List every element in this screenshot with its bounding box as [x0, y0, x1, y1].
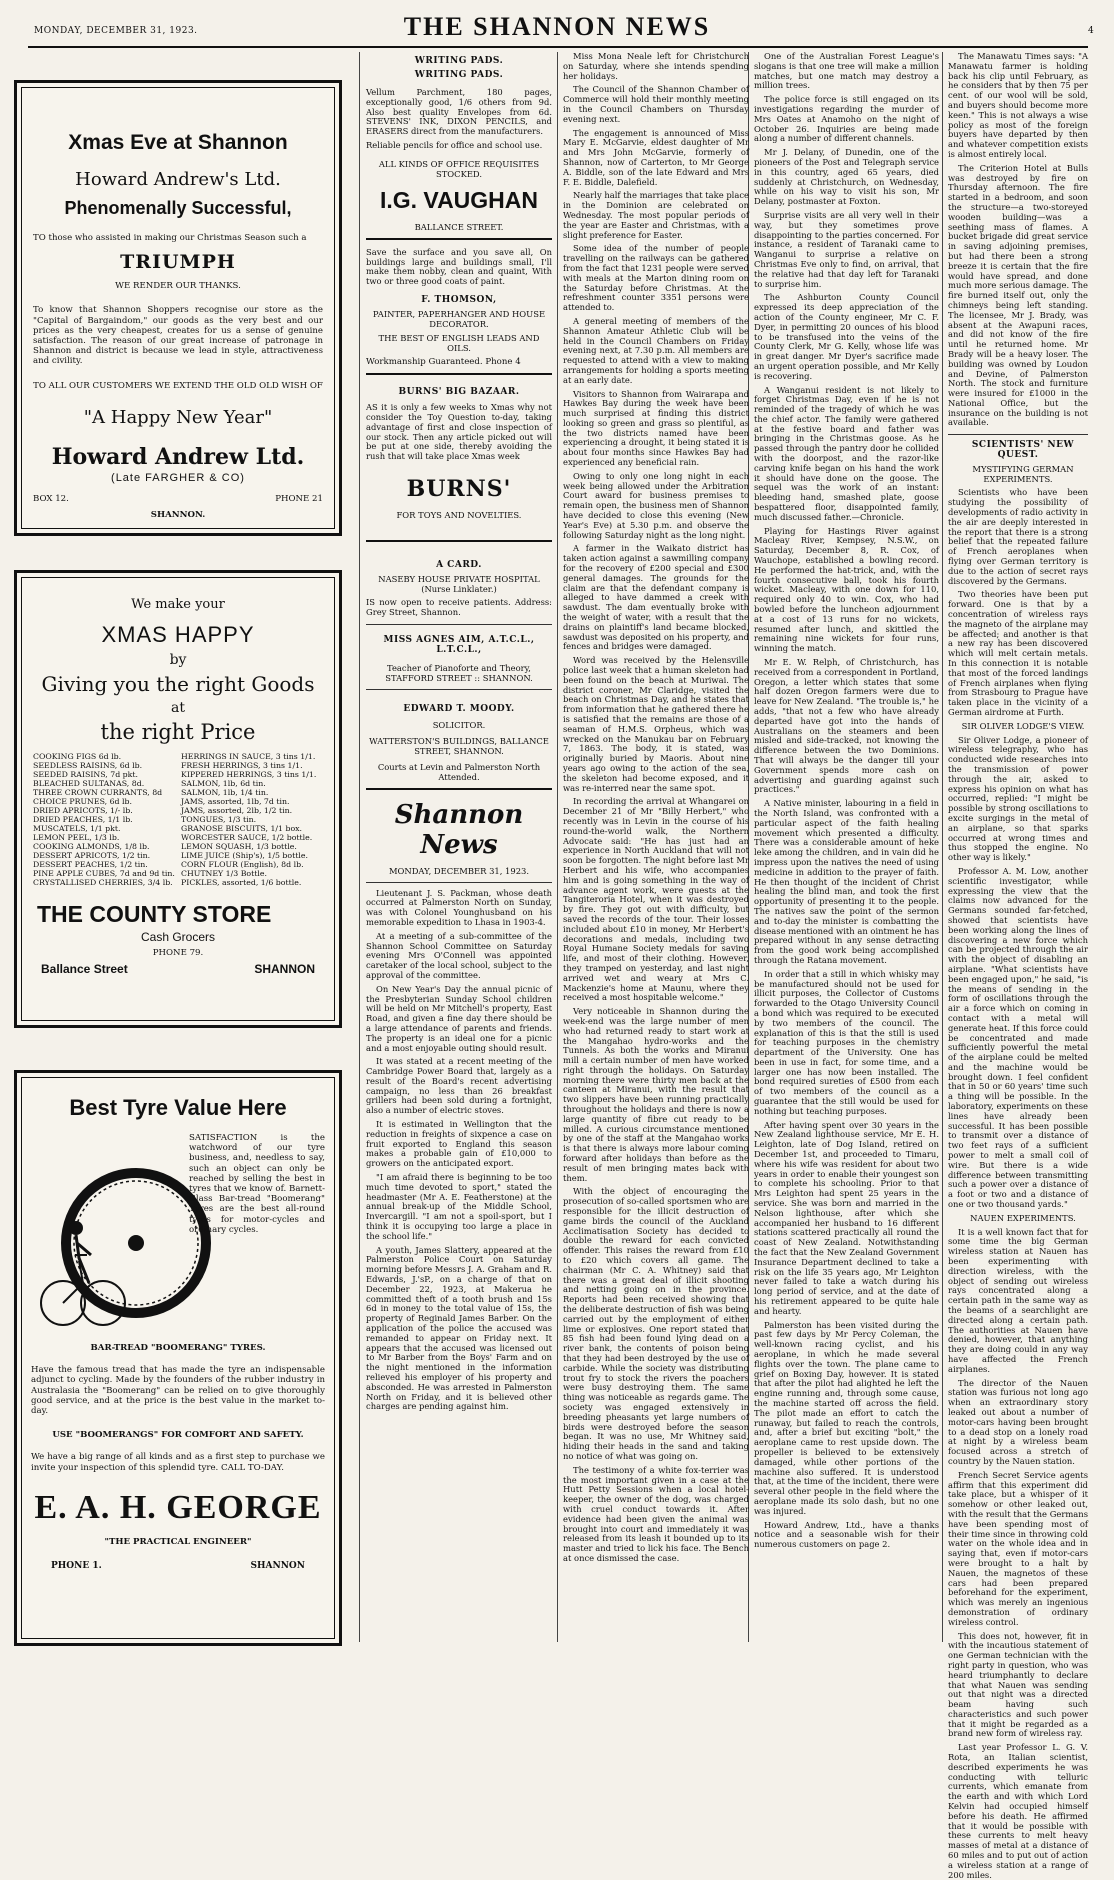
county-line1: We make your — [131, 597, 225, 612]
news-item: Owing to only one long night in each week being allowed under the Arbitration Court award for business premises to remain open, the business men of Shannon have decided to close this evening (New Year's Eve) at 5.30 p.m. and observe the following Saturday night as the long night. — [563, 470, 749, 540]
price-item: SALMON, 1lb, 1/4 tin. — [181, 788, 269, 797]
column-rule — [557, 52, 558, 1642]
masthead-rule — [28, 46, 1088, 48]
news-item: Mr E. W. Relph, of Christchurch, has received from a correspondent in Portland, Oregon, a letter which states that some half dozen Oregon farmers were due to leave for New Zealand. "The trouble is," he adds, "that not a few who have already departed have got into the hands of Australians on the steamers and been misled and side-tracked, not knowing the difference between the two Dominions. That will always be the danger till your Government spends more cash on advertising and guarding against such practices." — [754, 657, 939, 795]
price-item: SALMON, 1lb, 6d tin. — [181, 779, 266, 788]
price-item: CHOICE PRUNES, 6d lb. — [33, 797, 132, 806]
advert-intro: TO those who assisted in making our Christmas Season such a — [33, 233, 307, 243]
news-item: The police force is still engaged on its investigations regarding the murder of Mrs Oates at Anamoho on the night of October 26. Inquiries are being made along a number of different channels. — [754, 94, 939, 144]
burns-brand: BURNS' — [406, 475, 512, 502]
burns-heading: BURNS' BIG BAZAAR. — [398, 387, 520, 398]
news-item: One of the Australian Forest League's slogans is that one tree will make a million matches, but one match may destroy a million trees. — [754, 51, 939, 91]
moody-title: SOLICITOR. — [432, 719, 486, 730]
cyclist-illustration — [31, 1133, 181, 1333]
news-item: In order that a still in which whisky may be manufactured should not be used for illicit purposes, the Collector of Customs forwarded to the Otago University Council a bond which was required to be executed by two members of the council. The explanation of this is that the still is used for teaching purposes in the chemistry department of the University. One has been in use in fact, for some time, and a larger one has now been installed. The bond required sureties of £500 from each of two members of the council as a guarantee that the still would be used for nothing but teaching purposes. — [754, 968, 939, 1116]
pads-heading-2: WRITING PADS. — [414, 70, 504, 80]
price-item: LEMON PEEL, 1/3 lb. — [33, 833, 120, 842]
news-item: The Council of the Shannon Chamber of Commerce will hold their monthly meeting in the Council Chambers on Thursday evening next. — [563, 84, 749, 124]
vaughan-name: I.G. VAUGHAN — [379, 186, 539, 213]
county-price: the right Price — [100, 720, 256, 744]
news-item: Scientists who have been studying the possibility of developments of radio activity in the air are deeply interested in the report that there is a strong belief that the repeated failure of French aeroplanes when flying over German territory is due to the action of secret rays discovered by the Germans. — [948, 487, 1088, 586]
price-item: GRANOSE BISCUITS, 1/1 box. — [181, 824, 303, 833]
thomson-work: Workmanship Guaranteed. Phone 4 — [366, 356, 521, 367]
thomson-name: F. THOMSON, — [421, 294, 497, 305]
county-at: at — [171, 700, 185, 716]
column-rule — [359, 52, 360, 1642]
news-item: Playing for Hastings River against Macleay River, Kempsey, N.S.W., on Saturday, December 8, R. Cox, of Wauchope, established a bowling record. He performed the hat-trick, and, with the fourth consecutive ball, took his fourth wicket. Macleay, with one down for 110, required only 40 to win. Cox, who had bowled before the luncheon adjournment at a cost of 13 runs for no wickets, resumed after lunch, and skittled the remaining nine wickets for four runs, winning the match. — [754, 525, 939, 654]
county-goods: Giving you the right Goods — [41, 672, 315, 696]
price-item: JAMS, assorted, 1lb, 7d tin. — [181, 797, 290, 806]
price-item: PICKLES, assorted, 1/6 bottle. — [181, 878, 302, 887]
notice-item: Howard Andrew, Ltd., have a thanks notice and a seasonable wish for their numerous customers on page 2. — [754, 1519, 939, 1550]
price-item: SEEDLESS RAISINS, 6d lb. — [33, 761, 143, 770]
price-item: WORCESTER SAUCE, 1/2 bottle. — [181, 833, 313, 842]
news-item: At a meeting of a sub-committee of the Shannon School Committee on Saturday evening Mrs O'Connell was appointed caretaker of the local school, subject to the approval of the committee. — [366, 930, 552, 980]
news-item: A general meeting of members of the Shannon Amateur Athletic Club will be held in the Council Chambers on Friday evening next, at 7.30 p.m. All members are requested to attend with a view to making arrangements for holding a sports meeting at an early date. — [563, 315, 749, 385]
newspaper-title: THE SHANNON NEWS — [403, 12, 711, 41]
thomson-best: THE BEST OF ENGLISH LEADS AND OILS. — [378, 332, 540, 353]
tyre-body: SATISFACTION is the watchword of our tyre business, and, needless to say, such an object can only be reached by selling the best in tyres that we know of. Barnett-Glass Bar-tread "Boomerang" Tyres are the best all-round tyres for motor-cycles and ordinary cycles. — [189, 1133, 325, 1235]
tyre-use: USE "BOOMERANGS" FOR COMFORT AND SAFETY. — [52, 1430, 304, 1441]
card-sub: NASEBY HOUSE PRIVATE HOSPITAL (Nurse Linklater.) — [378, 573, 540, 594]
divider — [366, 373, 552, 375]
tyre-heading: Best Tyre Value Here — [69, 1095, 287, 1120]
news-item: The Criterion Hotel at Bulls was destroyed by fire on Thursday afternoon. The fire started in a bedroom, and soon the structure—a two-storeyed wooden building—was a seething mass of flames. A bucket brigade did great service in saving adjoining premises, but had there been a strong breeze it is certain that the fire would have spread, and done much more serious damage. The fire burned itself out, only the chimneys being left standing. The licensee, Mr J. Brady, was absent at the Awapuni races, and did not know of the fire until he returned home. Mr Brady will be a heavy loser. The building was owned by Loudon and Devine, of Palmerston North. The stock and furniture were insured for £1000 in the National Office, but the insurance on the building is not available. — [948, 162, 1088, 428]
price-item: COOKING FIGS 6d lb. — [33, 752, 122, 761]
moody-courts: Courts at Levin and Palmerston North Attended. — [377, 761, 541, 782]
price-item: KIPPERED HERRINGS, 3 tins 1/1. — [181, 770, 317, 779]
price-item: THREE CROWN CURRANTS, 8d — [33, 788, 163, 797]
county-store-advert — [14, 570, 342, 1028]
advert-town: SHANNON. — [150, 509, 206, 520]
news-item: Palmerston has been visited during the past few days by Mr Percy Coleman, the well-known racing cyclist, and his aeroplane, in which he made several flights over the town. The plane came to grief on Boxing Day, however. It is stated that after the pilot had alighted he left the engine running and, through some cause, the machine started off across the field. The pilot made an effort to catch the runaway, but failed to reach the controls, and, after a brief but exciting "bolt," the aeroplane came to rest upside down. The propeller is believed to be extensively damaged, while other portions of the machine also suffered. It is understood that, at the time of the incident, there were several other people in the field where the aeroplane made its solo dash, but no one was injured. — [754, 1319, 939, 1516]
news-item: It was stated at a recent meeting of the Cambridge Power Board that, largely as a result of the Board's recent advertising campaign, no less than 26 breakfast grillers had been sold during a fortnight, also a number of electric stoves. — [366, 1056, 552, 1116]
advert-box: BOX 12. — [33, 493, 69, 504]
tyre-body3: We have a big range of all kinds and as a first step to purchase we invite your inspection of this splendid tyre. CALL TO-DAY. — [31, 1452, 325, 1473]
news-item: A youth, James Slattery, appeared at the Palmerston Police Court on Saturday morning before Messrs J. A. Graham and R. Edwards, J.'sP., on a charge of that on December 22, 1923, at Makerua he committed theft of a tooth brush and 15s 6d in money to the total value of 15s, the property of Reginald James Barber. On the application of the police the accused was remanded to appear on Friday next. It appears that the accused was licensed out to Mr Barber from the Boys' Farm and on the night mentioned in the information relieved his employer of his property and absconded. He was arrested in Palmerston North on Friday, and it is believed other charges are pending against him. — [366, 1244, 552, 1412]
news-item: Visitors to Shannon from Wairarapa and Hawkes Bay during the week have been much surprised at finding this district looking so green and grass so plentiful, as the two districts named have been experiencing a drought, it being stated it is about four months since Hawkes Bay had experienced any beneficial rain. — [563, 388, 749, 468]
county-xmas-happy: XMAS HAPPY — [101, 622, 255, 647]
pads-body: Vellum Parchment, 180 pages, exceptionally good, 1/6 others from 9d. Also best quality Envelopes from 6d. STEVENS' INK, DIXON PENCILS, and ERASERS direct from the manufacturers. — [366, 87, 552, 137]
news-item: The testimony of a white fox-terrier was the most important given in a case at the Hutt Petty Sessions when a local hotel-keeper, the owner of the dog, was charged with cruel conduct towards it. After evidence had been given the animal was brought into court and immediately it was released from its leash it bounded up to its master and tried to lick his face. The Bench at once dismissed the case. — [563, 1464, 749, 1563]
scientists-subheading: MYSTIFYING GERMAN EXPERIMENTS. — [972, 463, 1074, 484]
moody-heading: EDWARD T. MOODY. — [403, 703, 515, 714]
news-item: The engagement is announced of Miss Mary E. McGarvie, eldest daughter of Mr and Mrs John McGarvie, formerly of Shannon, now of Carterton, to Mr George A. Biddle, son of the late Edward and Mrs F. E. Biddle, Dalefield. — [563, 127, 749, 187]
tyre-phone: PHONE 1. — [51, 1561, 102, 1572]
burns-body: AS it is only a few weeks to Xmas why not consider the Toy Question to-day, taking advantage of first and close inspection of our stock. Then any article picked out will be put at one side, thereby avoiding the rush that will take place Xmas week — [366, 402, 552, 462]
price-item: CORN FLOUR (English), 8d lb. — [181, 860, 304, 869]
masthead — [0, 0, 1114, 44]
advert-company: Howard Andrew's Ltd. — [75, 169, 281, 190]
divider — [366, 540, 552, 542]
howard-andrew-advert — [14, 80, 342, 536]
tyre-advert — [14, 1070, 342, 1646]
column-rule — [942, 52, 943, 1642]
county-by: by — [169, 652, 187, 668]
tyre-brand: E. A. H. GEORGE — [34, 1488, 322, 1526]
pads-requisites: ALL KINDS OF OFFICE REQUISITES STOCKED. — [378, 158, 540, 179]
news-item: Two theories have been put forward. One is that by a concentration of wireless rays the magneto of the airplane may be affected; and another is that a new ray has been discovered which will melt certain metals. In this connection it is notable that most of the forced landings of French airplanes when flying from Strasbourg to Prague have taken place in the vicinity of a German airdrome at Furth. — [948, 589, 1088, 717]
news-item: "I am afraid there is beginning to be too much time devoted to sport," stated the headmaster (Mr A. E. Featherstone) at the annual break-up of the Middle School, Invercargill. "I am not a spoil-sport, but I think it is occupying too large a place in the school life." — [366, 1172, 552, 1241]
county-town: SHANNON — [254, 962, 315, 977]
lodge-heading: SIR OLIVER LODGE'S VIEW. — [961, 720, 1085, 731]
nauen-heading: NAUEN EXPERIMENTS. — [970, 1212, 1076, 1223]
price-item: DRIED PEACHES, 1/1 lb. — [33, 815, 133, 824]
price-item: CHUTNEY 1/3 Bottle. — [181, 869, 267, 878]
tyre-body2: Have the famous tread that has made the tyre an indispensable adjunct to cycling. Made by the founders of the rubber industry in Australasia the "Boomerang" can be relied on to give thoroughly good service, and at the price is the best value in the market to-day. — [31, 1365, 325, 1417]
divider — [366, 624, 552, 625]
news-item: This does not, however, fit in with the incautious statement of one German technician with the right party in question, who was heard triumphantly to declare that what Nauen was sending out that night was a directed beam having such characteristics and such power that it might be regarded as a brand new form of wireless ray. — [948, 1630, 1088, 1739]
news-item: It is a well known fact that for some time the big German wireless station at Nauen has been experimenting with direction wireless, with the object of sending out wireless rays concentrated along a certain path in the same way as the beams of a searchlight are directed along a certain path. The authorities at Nauen have denied, however, that anything they are doing could in any way have affected the French airplanes. — [948, 1226, 1088, 1374]
news-item: Very noticeable in Shannon during the week-end was the large number of men who had returned ready to start work at the Mangahao hydro-works and the Tunnels. As both the works and Miranui mill a certain number of men have worked right through the holidays. On Saturday morning there were thirty men back at the canteen at Miranui, with the result that two slippers have been running practically throughout the holidays and there is now a large quantity of fibre cut ready to be milled. A curious circumstance mentioned by one of the staff at the Mangahao works is that there is always more labour coming forward after holidays than before as the result of men bringing mates back with them. — [563, 1006, 749, 1183]
price-list — [23, 752, 333, 887]
column-5 — [948, 51, 1088, 1880]
column-2 — [366, 52, 552, 1642]
burns-tagline: FOR TOYS AND NOVELTIES. — [396, 509, 522, 520]
news-item: Sir Oliver Lodge, a pioneer of wireless telegraphy, who has conducted wide researches into the transmission of power through the air, asked to express his opinion on what has occurred, replied: "I might be possible by strong oscillations to excite surgings in the metal of an airplane, so that sparks occurred at wrong times and thus stopped the engine. No other way is likely." — [948, 734, 1088, 863]
news-item: On New Year's Day the annual picnic of the Presbyterian Sunday School children will be held on Mr Mitchell's property, East Road, and given a fine day there should be a large attendance of parents and friends. The property is an ideal one for a picnic and a most enjoyable outing should result. — [366, 983, 552, 1053]
pads-heading: WRITING PADS. — [414, 56, 504, 66]
advert-triumph: TRIUMPH — [120, 251, 236, 274]
aim-body: Teacher of Pianoforte and Theory, STAFFORD STREET :: SHANNON. — [385, 662, 533, 683]
news-item: Miss Mona Neale left for Christchurch on Saturday, where she intends spending her holidays. — [563, 51, 749, 81]
tyre-tagline: "THE PRACTICAL ENGINEER" — [104, 1536, 252, 1547]
county-phone: PHONE 79. — [152, 948, 204, 958]
advert-brand: Howard Andrew Ltd. — [51, 443, 305, 470]
news-item: It is estimated in Wellington that the reduction in freights of sixpence a case on fruit exported to England this season makes a probable gain of £10,000 to growers on the anticipated export. — [366, 1119, 552, 1169]
news-item: Mr J. Delany, of Dunedin, one of the pioneers of the Post and Telegraph service in this country, aged 65 years, died suddenly at Christchurch, on Wednesday, while on his way to visit his son, Mr Delany, postmaster at Foxton. — [754, 147, 939, 207]
news-item: A Wanganui resident is not likely to forget Christmas Day, even if he is not reminded of the tragedy of which he was the chief actor. The family were gathered at the festive board and father was bringing in the Christmas goose. As he passed through the pantry door he collided with the doorpost, and the razor-like carving knife began on his hand the work it should have done on the goose. The sequel was the work of an instant: bleeding hand, smashed plate, goose bespattered floor, disappointed family, much discussed father.—Chronicle. — [754, 384, 939, 522]
advert-body: To know that Shannon Shoppers recognise our store as the "Capital of Bargaindom," our goods as the very best and our prices as the very cheapest, creates for us a sense of genuine satisfaction. The reason of our great increase of patronage in Shannon and district is because we lead in style, attractiveness and civility. — [33, 305, 323, 367]
news-item: Some idea of the number of people travelling on the railways can be gathered from the fact that 1231 people were served with meals at the Marton dining room on the Saturday before Christmas. At the refreshment counter 3351 persons were attended to. — [563, 243, 749, 313]
news-item: French Secret Service agents affirm that this experiment did take place, but a whisper of it somehow or other leaked out, with the result that the Germans have been spending most of their time since in throwing cold water on the whole idea and in saying that, even if motor-cars were brought to a halt by Nauen, the magnetos of these cars had been prepared beforehand for the experiment, which was merely an ingenious demonstration of ordinary wireless control. — [948, 1469, 1088, 1627]
news-item: The Ashburton County Council expressed its deep appreciation of the action of the County engineer, Mr C. F. Dyer, in permitting 20 ounces of his blood to be transfused into the veins of the County Clerk, Mr G. Kelly, whose life was in great danger. Mr Dyer's sacrifice made an urgent operation possible, and Mr Kelly is recovering. — [754, 292, 939, 381]
divider — [366, 788, 552, 790]
price-item: LIME JUICE (Ship's), 1/5 bottle. — [181, 851, 308, 860]
advert-thanks: WE RENDER OUR THANKS. — [115, 281, 241, 292]
aim-heading: MISS AGNES AIM, A.T.C.L., L.T.C.L., — [383, 634, 535, 655]
price-item: LEMON SQUASH, 1/3 bottle. — [181, 842, 297, 851]
price-item: HERRINGS IN SAUCE, 3 tins 1/1. — [181, 752, 316, 761]
nameplate: Shannon News — [394, 799, 524, 860]
thomson-body: Save the surface and you save all, On buildings large and buildings small, I'll make them nobby, clean and quaint, With two or three good coats of paint. — [366, 246, 552, 287]
tyre-town: SHANNON — [250, 1561, 305, 1572]
col2-news — [366, 889, 552, 1413]
news-item: After having spent over 30 years in the New Zealand lighthouse service, Mr E. H. Leighton, late of Dog Island, retired on December 1st, and proceeded to Timaru, where his wife was resident for about two years in order to enable their youngest son to complete his schooling. Prior to that Mrs Leighton had spent 25 years in the service. She was born and married in the Nelson lighthouse, after which she accompanied her husband to 16 different stations scattered practically all round the coast of New Zealand. Notwithstanding the fact that the New Zealand Government Insurance Department declined to take a risk on the life 35 years ago, Mr Leighton never failed to take a watch during his long period of service, and at the date of his retirement appeared to be quite hale and hearty. — [754, 1119, 939, 1316]
price-item: DESSERT APRICOTS, 1/2 tin. — [33, 851, 151, 860]
price-list-left — [33, 752, 175, 887]
advert-heading: Xmas Eve at Shannon — [68, 131, 288, 154]
pads-body-2: Reliable pencils for office and school use. — [366, 139, 543, 150]
price-item: PINE APPLE CUBES, 7d and 9d tin. — [33, 869, 175, 878]
news-item: The director of the Nauen station was furious not long ago when an extraordinary story leaked out about a number of motor-cars having been brought to a dead stop on a lonely road at night by a wireless beam focused across a stretch of country by the Nauen station. — [948, 1377, 1088, 1466]
card-body: IS now open to receive patients. Address: Grey Street, Shannon. — [366, 596, 552, 617]
masthead-date: MONDAY, DECEMBER 31, 1923. — [34, 26, 198, 36]
news-item: With the object of encouraging the prosecution of so-called sportsmen who are responsible for the illicit destruction of game birds the council of the Auckland Acclimatisation Society has decided to double the reward for each convicted offender. This raises the reward from £10 to £20 which covers all game. The chairman (Mr C. A. Whitney) said that there was a great deal of illicit shooting and netting going on in the province. Reports had been received showing that the deliberate destruction of fish was being carried out by the employment of either lime or explosives. One report stated that 85 fish had been found lying dead on a river bank, the contents of poison being that they had been destroyed by the use of carbide. While the society was distributing trout fry to stock the rivers the poachers were busy destroying them. The same thing was noticeable as regards game. The society was engaged extensively in breeding pheasants yet large numbers of birds were destroyed before the season began. It was no use, Mr Whitney said, hiding their heads in the sand and taking no notice of what was going on. — [563, 1186, 749, 1461]
card-heading: A CARD. — [436, 559, 482, 570]
news-item: Surprise visits are all very well in their way, but they sometimes prove disappointing to the parties concerned. For instance, a resident of Taranaki came to Wanganui to surprise a relative on Christmas Eve only to find, on arrival, that the relative had that day left for Taranaki to surprise him. — [754, 209, 939, 289]
advert-wish: "A Happy New Year" — [83, 406, 273, 428]
divider — [366, 689, 552, 690]
moody-address: WATTERSTON'S BUILDINGS, BALLANCE STREET, SHANNON. — [369, 735, 549, 756]
thomson-trade: PAINTER, PAPERHANGER AND HOUSE DECORATOR. — [372, 308, 546, 329]
nameplate-date: MONDAY, DECEMBER 31, 1923. — [388, 865, 530, 876]
price-item: DESSERT PEACHES, 1/2 tin. — [33, 860, 148, 869]
advert-phone: PHONE 21 — [275, 493, 323, 504]
price-item: COOKING ALMONDS, 1/8 lb. — [33, 842, 150, 851]
price-item: JAMS, assorted, 2lb, 1/2 tin. — [181, 806, 293, 815]
price-list-right — [181, 752, 323, 887]
advert-late: (Late FARGHER & CO) — [111, 471, 245, 484]
tyre-caption: BAR-TREAD "BOOMERANG" TYRES. — [90, 1343, 266, 1353]
county-street: Ballance Street — [41, 962, 128, 977]
price-item: TONGUES, 1/3 tin. — [181, 815, 257, 824]
divider — [948, 434, 1088, 435]
price-item: DRIED APRICOTS, 1/- lb. — [33, 806, 133, 815]
news-item: A Native minister, labouring in a field in the North Island, was confronted with a particular aspect of the faith healing movement which presented a difficulty. There was a considerable amount of heke leke among the children, and in vain did he impress upon the natives the need of using medicine in addition to the prayer of faith. He then thought of the incident of Christ healing the blind man, and took the first opportunity of presenting it to the people. The natives saw the point of the sermon and to-day the minister is combatting the disease mentioned with an ointment he has prepared without in any sense detracting from the good work being accomplished through the Ratana movement. — [754, 798, 939, 965]
news-item: The Manawatu Times says: "A Manawatu farmer is holding back his clip until February, as he considers that by then 75 per cent. of our wool will be sold, and buyers should become more keen." This is not always a wise policy as most of the foreign buyers have departed by then and whatever competition exists is almost entirely local. — [948, 51, 1088, 159]
news-item: Word was received by the Helensville police last week that a human skeleton had been found on the beach at Muriwai. The district coroner, Mr Claridge, visited the beach on Christmas Day, and he states that from information that he gathered there he is satisfied that the remains are those of a seaman of H.M.S. Orpheus, which was wrecked on the Manukau bar on February 7, 1863. The body, it is stated, was originally buried by Maoris. About nine years ago owing to the action of the sea, the skeleton had become exposed, and it was re-interred near the same spot. — [563, 655, 749, 793]
scientists-heading: SCIENTISTS' NEW QUEST. — [971, 440, 1075, 461]
advert-subheading: Phenomenally Successful, — [64, 198, 292, 218]
price-item: CRYSTALLISED CHERRIES, 3/4 lb. — [33, 878, 173, 887]
vaughan-street: BALLANCE STREET. — [414, 221, 504, 232]
page-mark: 4 — [1088, 26, 1094, 36]
column-4 — [754, 52, 939, 1642]
news-item: Nearly half the marriages that take place in the Dominion are celebrated on Wednesday. The most popular periods of the year are Easter and Christmas, with a slight preference for Easter. — [563, 190, 749, 240]
divider — [366, 882, 552, 883]
news-item: In recording the arrival at Whangarei on December 21 of Mr "Billy Herbert," who recently was in Levin in the course of his round-the-world walk, the Northern Advocate said: "He has just had an experience in North Auckland that will not soon be forgotten. The night before last Mr Herbert and his wife, who accompanies him and is going something in the way of advance agent work, were guests at the Tangiteroria Hotel, when it was destroyed by fire. They got out with difficulty, but saved the records of the tour. Their losses included about £10 in money, Mr Herbert's decorations and medals, including two Royal Humane Society medals for saving life, and most of their clothing. However, they tramped on yesterday, and last night arrived wet and weary at Mrs C. Mackenzie's home at Maunu, where they received a most hospitable welcome." — [563, 796, 749, 1003]
news-item: Lieutenant J. S. Packman, whose death occurred at Palmerston North on Sunday, was with Colonel Younghusband on his memorable expedition to Lhasa in 1903-4. — [366, 887, 552, 927]
price-item: SEEDED RAISINS, 7d pkt. — [33, 770, 138, 779]
price-item: FRESH HERRINGS, 3 tins 1/1. — [181, 761, 303, 770]
column-3 — [563, 52, 749, 1642]
price-item: MUSCATELS, 1/1 pkt. — [33, 824, 121, 833]
news-item: Professor A. M. Low, another scientific investigator, while expressing the view that the claims now advanced for the Germans sounded far-fetched, showed that scientists have been working along the lines of discovering a new force which can be projected through the air with the object of disabling an airplane. "What scientists have been engaged upon," he said, "is the means of sending in the form of oscillations through the air a force which on coming in contact with a metal will generate heat. If this force could be concentrated and made sufficiently powerful the metal of the airplane could be melted and the machine would be brought down. I feel confident that in 50 or 60 years' time such a thing will be possible. In the laboratory, experiments on these lines have already been successful. It has been possible to transmit over a distance of two feet rays of a sufficient power to melt a small coil of wire. But there is a wide difference between transmitting such a power over a distance of a foot or two and a distance of one or two thousand yards." — [948, 865, 1088, 1210]
price-item: BLEACHED SULTANAS, 8d. — [33, 779, 145, 788]
county-store-name: THE COUNTY STORE — [37, 901, 272, 927]
news-item: A farmer in the Waikato district has taken action against a sawmilling company for the recovery of £200 special and £300 general damages. The grounds for the claim are that the defendant company is alleged to have dammed a creek with sawdust. The dam eventually broke with the weight of water, with a result that the drains on plaintiff's land became blocked, sawdust was deposited on his property, and fences and bridges were damaged. — [563, 543, 749, 652]
divider — [366, 238, 552, 240]
county-cash: Cash Grocers — [140, 930, 216, 944]
news-item: Last year Professor L. G. V. Rota, an Italian scientist, described experiments he was conducting with telluric currents, which emanate from the earth and with which Lord Kelvin had occupied himself before his death. He affirmed that it would be possible with these currents to melt heavy masses of metal at a distance of 60 miles and to put out of action a wireless station at a range of 200 miles. — [948, 1742, 1088, 1880]
advert-extend: TO ALL OUR CUSTOMERS WE EXTEND THE OLD OLD WISH OF — [33, 380, 323, 391]
